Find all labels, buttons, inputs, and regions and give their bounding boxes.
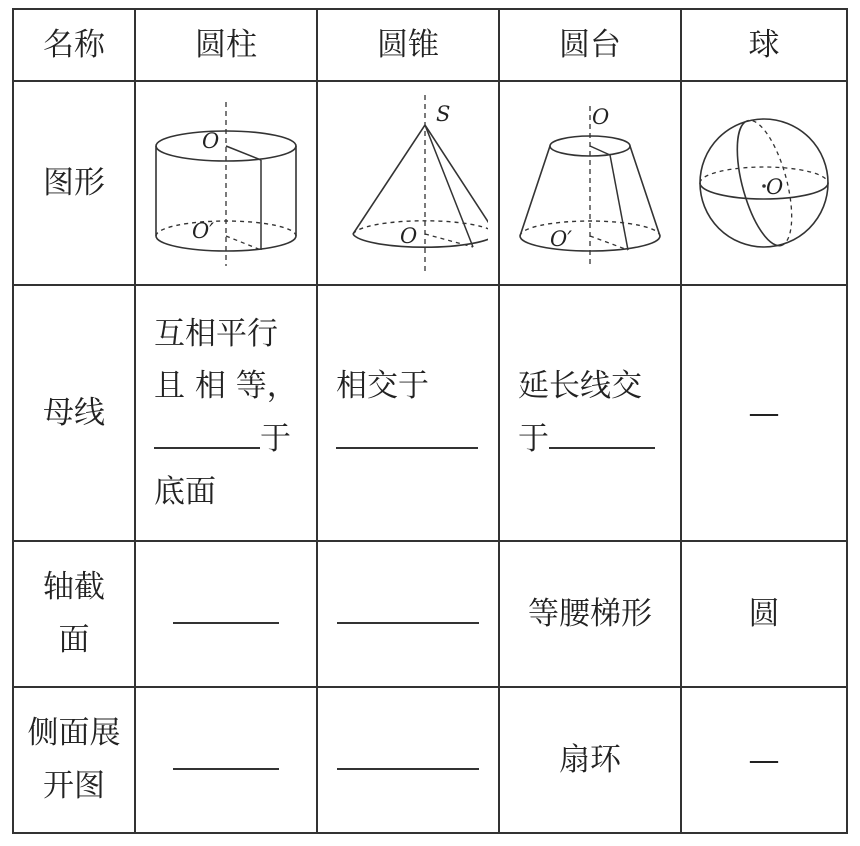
frustum-generatrix-line2-prefix: 于 <box>518 421 549 458</box>
cylinder-figure-cell <box>135 81 317 285</box>
axial-section-row-label <box>13 541 135 687</box>
cylinder-lateral-unfolding-cell <box>135 687 317 833</box>
cylinder-generatrix-line4: 底面 <box>154 473 216 510</box>
frustum-lateral-unfolding-cell: 扇环 <box>499 687 681 833</box>
header-name-cell: 名称 <box>13 9 135 81</box>
frustum-generatrix-cell <box>499 285 681 541</box>
cylinder-generatrix-line2: 且 相 等， <box>154 368 298 405</box>
cone-generatrix-blank-line <box>336 413 498 466</box>
sphere-generatrix-cell: — <box>681 285 847 541</box>
sphere-center-label: O <box>766 175 784 199</box>
cylinder-figure <box>146 98 306 268</box>
header-row <box>13 9 847 81</box>
sphere-figure-cell <box>681 81 847 285</box>
sphere-axial-section-cell: 圆 <box>681 541 847 687</box>
frustum-generatrix-blank <box>549 413 655 449</box>
cone-figure-cell <box>317 81 499 285</box>
frustum-generatrix-line2 <box>518 413 680 466</box>
cylinder-top-center-label: O <box>202 129 220 153</box>
cylinder-generatrix-line1: 互相平行 <box>154 315 278 352</box>
cone-lateral-unfolding-cell <box>317 687 499 833</box>
cone-lateral-unfolding-blank <box>337 734 479 770</box>
generatrix-row <box>13 285 847 541</box>
cone-base-center-label: O <box>400 224 418 248</box>
cone-figure <box>328 93 488 273</box>
frustum-figure <box>510 98 670 268</box>
frustum-axial-section-cell: 等腰梯形 <box>499 541 681 687</box>
solids-comparison-table <box>12 8 848 834</box>
cylinder-generatrix-line3-suffix: 于 <box>260 421 291 458</box>
frustum-generatrix-line1: 延长线交 <box>518 368 642 405</box>
cone-generatrix-cell <box>317 285 499 541</box>
axial-section-row <box>13 541 847 687</box>
frustum-top-center-label: O <box>592 105 610 129</box>
lateral-unfolding-row <box>13 687 847 833</box>
cone-axial-section-blank <box>337 588 479 624</box>
sphere-figure <box>689 108 839 258</box>
cylinder-generatrix-cell <box>135 285 317 541</box>
header-cylinder-cell: 圆柱 <box>135 9 317 81</box>
cylinder-axial-section-cell <box>135 541 317 687</box>
header-cone-cell: 圆锥 <box>317 9 499 81</box>
cylinder-axial-section-blank <box>173 588 279 624</box>
cylinder-generatrix-line3 <box>154 413 316 466</box>
sphere-lateral-unfolding-cell: — <box>681 687 847 833</box>
figure-row-label: 图形 <box>13 81 135 285</box>
figure-row <box>13 81 847 285</box>
cone-generatrix-blank <box>336 413 478 449</box>
frustum-figure-cell <box>499 81 681 285</box>
cylinder-bottom-center-label: O′ <box>192 219 214 243</box>
header-frustum-cell: 圆台 <box>499 9 681 81</box>
cone-apex-label: S <box>436 102 451 126</box>
lateral-unfolding-row-label <box>13 687 135 833</box>
generatrix-row-label: 母线 <box>13 285 135 541</box>
axial-section-label-line1: 轴截 <box>43 569 105 606</box>
header-sphere-cell: 球 <box>681 9 847 81</box>
lateral-unfolding-label-line2: 开图 <box>43 768 105 804</box>
frustum-bottom-center-label: O′ <box>550 227 572 251</box>
cone-generatrix-text: 相交于 <box>336 368 429 405</box>
lateral-unfolding-label-line1: 侧面展 <box>27 715 121 752</box>
axial-section-label-line2: 面 <box>58 622 90 658</box>
cone-axial-section-cell <box>317 541 499 687</box>
cylinder-lateral-unfolding-blank <box>173 734 279 770</box>
cylinder-generatrix-blank <box>154 413 260 449</box>
